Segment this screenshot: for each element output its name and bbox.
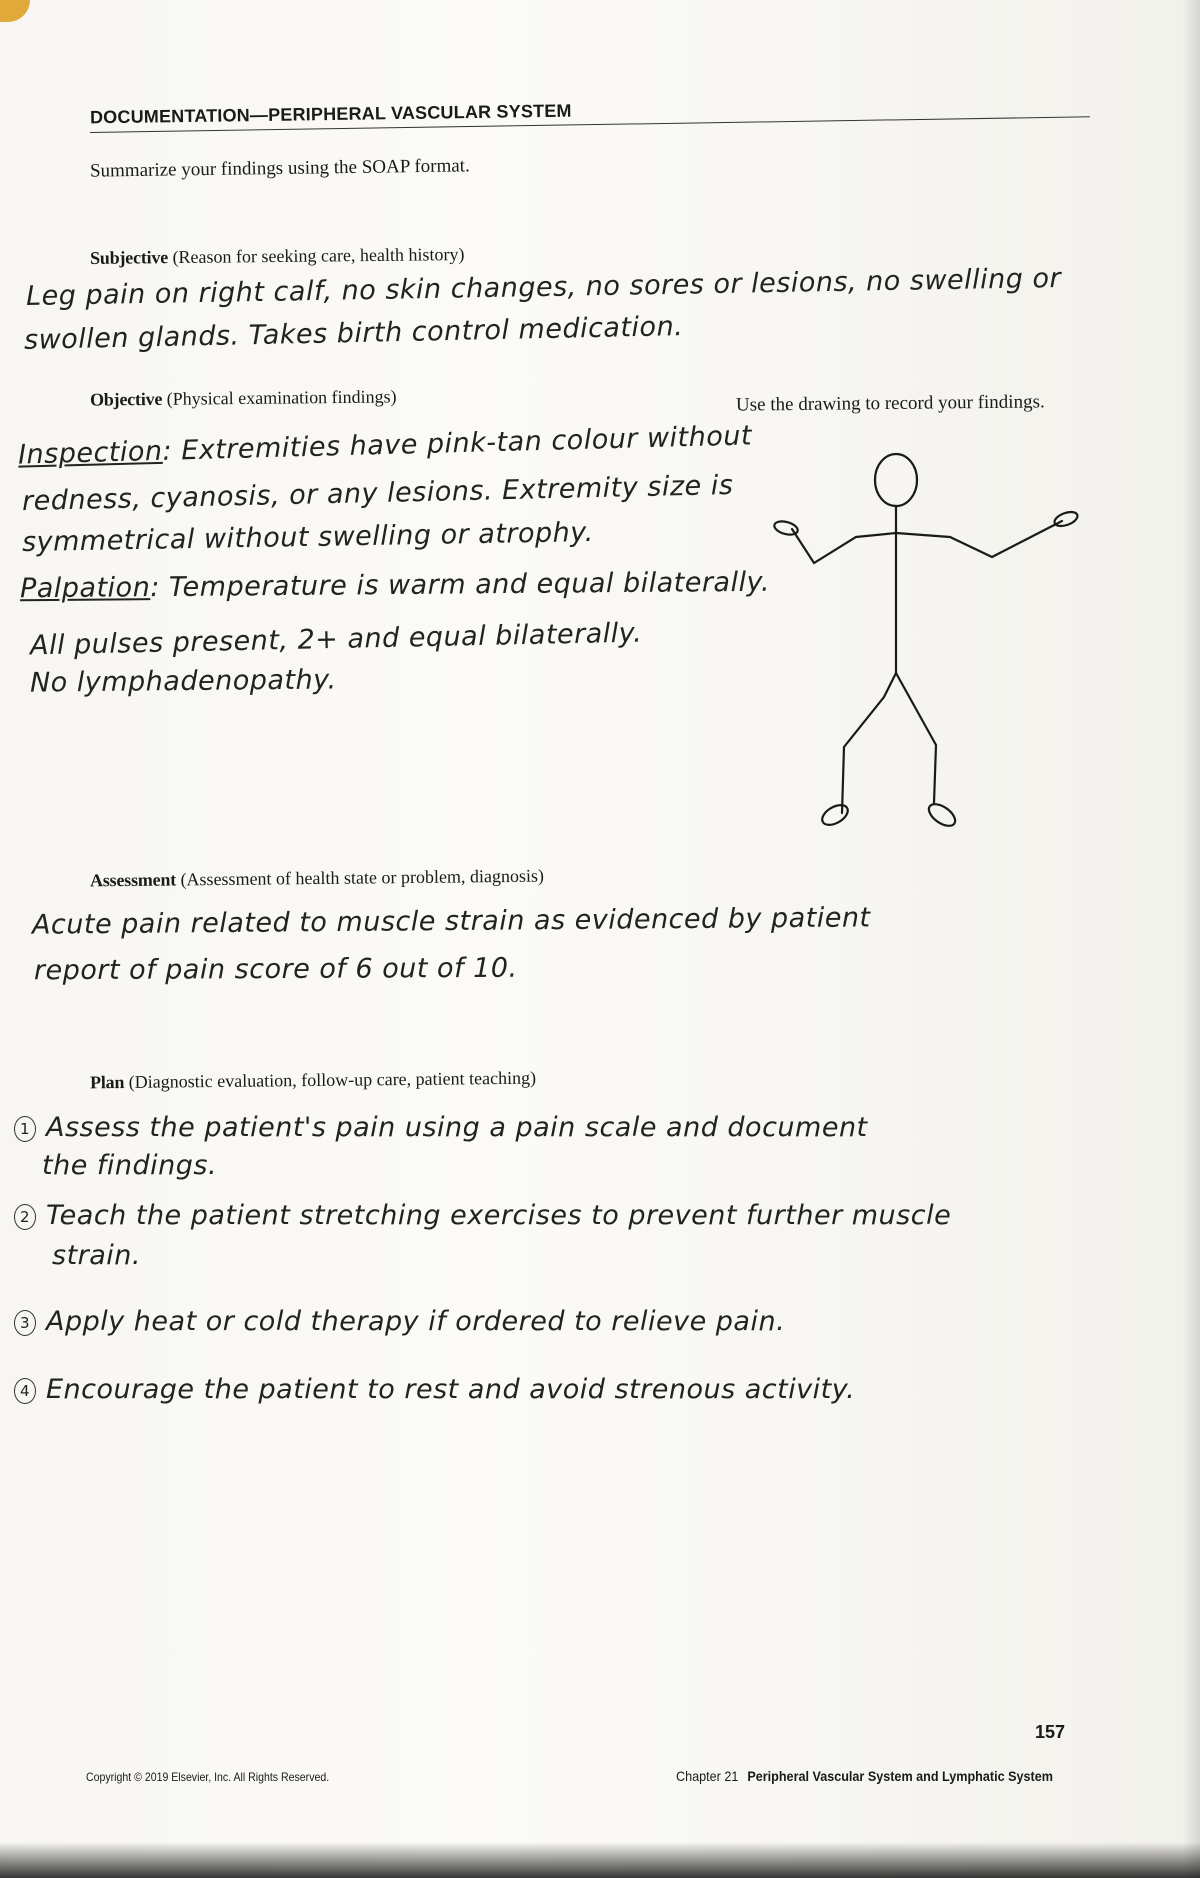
plan-item-4-text: Encourage the patient to rest and avoid strenous activity. — [46, 1374, 856, 1405]
objective-hint: (Physical examination findings) — [166, 386, 397, 409]
plan-item-2-line-2: strain. — [52, 1240, 141, 1271]
figure-leg-right — [896, 673, 936, 803]
page-bottom-shadow — [0, 1842, 1200, 1878]
palpation-text-1: : Temperature is warm and equal bilaterally. — [150, 566, 771, 604]
plan-item-2-line-1 — [14, 1200, 951, 1231]
plan-item-2-text: Teach the patient stretching exercises to prevent further muscle — [46, 1200, 952, 1231]
plan-item-1-number: 1 — [14, 1116, 36, 1142]
plan-item-2-number: 2 — [14, 1204, 36, 1230]
plan-hint: (Diagnostic evaluation, follow-up care, patient teaching) — [128, 1067, 537, 1092]
plan-heading — [90, 1068, 536, 1094]
page-corner-tab — [0, 0, 30, 22]
plan-title: Plan — [89, 1071, 125, 1093]
stick-figure-drawing — [770, 445, 1090, 840]
palpation-line-2: All pulses present, 2+ and equal bilaterally. — [29, 617, 643, 662]
chapter-label: Chapter 21 — [676, 1768, 739, 1784]
subjective-line-1: Leg pain on right calf, no skin changes, no sores or lesions, no swelling or — [25, 262, 1062, 313]
assessment-heading — [90, 866, 544, 892]
plan-item-1-text: Assess the patient's pain using a pain scale and document — [46, 1112, 868, 1143]
inspection-line-3: symmetrical without swelling or atrophy. — [21, 517, 595, 558]
plan-item-3-number: 3 — [14, 1310, 36, 1336]
plan-item-3-text: Apply heat or cold therapy if ordered to relieve pain. — [46, 1306, 786, 1337]
plan-item-4-line-1 — [14, 1374, 855, 1405]
plan-item-1-line-1 — [14, 1112, 868, 1143]
figure-head — [875, 454, 917, 506]
inspection-label: Inspection — [17, 435, 163, 471]
figure-arm-right — [896, 521, 1062, 557]
subjective-title: Subjective — [89, 247, 169, 268]
chapter-footer — [676, 1768, 1053, 1784]
figure-hand-right — [1053, 509, 1080, 528]
objective-heading — [90, 386, 397, 410]
page-edge-shadow — [1182, 0, 1200, 1878]
assessment-hint: (Assessment of health state or problem, diagnosis) — [180, 865, 545, 890]
objective-title: Objective — [89, 388, 163, 410]
inspection-line-1 — [18, 420, 753, 470]
palpation-label: Palpation — [19, 572, 151, 605]
subjective-hint: (Reason for seeking care, health history) — [172, 244, 465, 268]
subjective-line-2: swollen glands. Takes birth control medication. — [23, 311, 684, 356]
chapter-title: Peripheral Vascular System and Lymphatic System — [747, 1768, 1053, 1784]
assessment-line-2: report of pain score of 6 out of 10. — [33, 952, 518, 987]
instruction-text: Summarize your findings using the SOAP format. — [89, 155, 470, 182]
palpation-line-3: No lymphadenopathy. — [29, 664, 337, 699]
palpation-line-1 — [20, 567, 770, 605]
copyright-notice: Copyright © 2019 Elsevier, Inc. All Rights Reserved. — [86, 1770, 330, 1784]
inspection-text-1: : Extremities have pink-tan colour without — [162, 420, 753, 467]
figure-foot-right — [925, 800, 959, 830]
figure-foot-left — [819, 801, 851, 829]
document-title: DOCUMENTATION—PERIPHERAL VASCULAR SYSTEM — [89, 100, 572, 128]
assessment-line-1: Acute pain related to muscle strain as evidenced by patient — [31, 902, 871, 941]
assessment-title: Assessment — [89, 869, 177, 891]
figure-arm-left — [792, 529, 896, 563]
plan-item-1-line-2: the findings. — [42, 1150, 218, 1181]
plan-item-3-line-1 — [14, 1306, 785, 1337]
subjective-heading — [90, 244, 465, 269]
plan-item-4-number: 4 — [14, 1378, 36, 1404]
page-number: 157 — [1035, 1722, 1066, 1742]
figure-leg-left — [842, 673, 896, 813]
drawing-note: Use the drawing to record your findings. — [735, 391, 1045, 416]
figure-hand-left — [773, 519, 799, 537]
inspection-line-2: redness, cyanosis, or any lesions. Extremity size is — [21, 469, 734, 518]
